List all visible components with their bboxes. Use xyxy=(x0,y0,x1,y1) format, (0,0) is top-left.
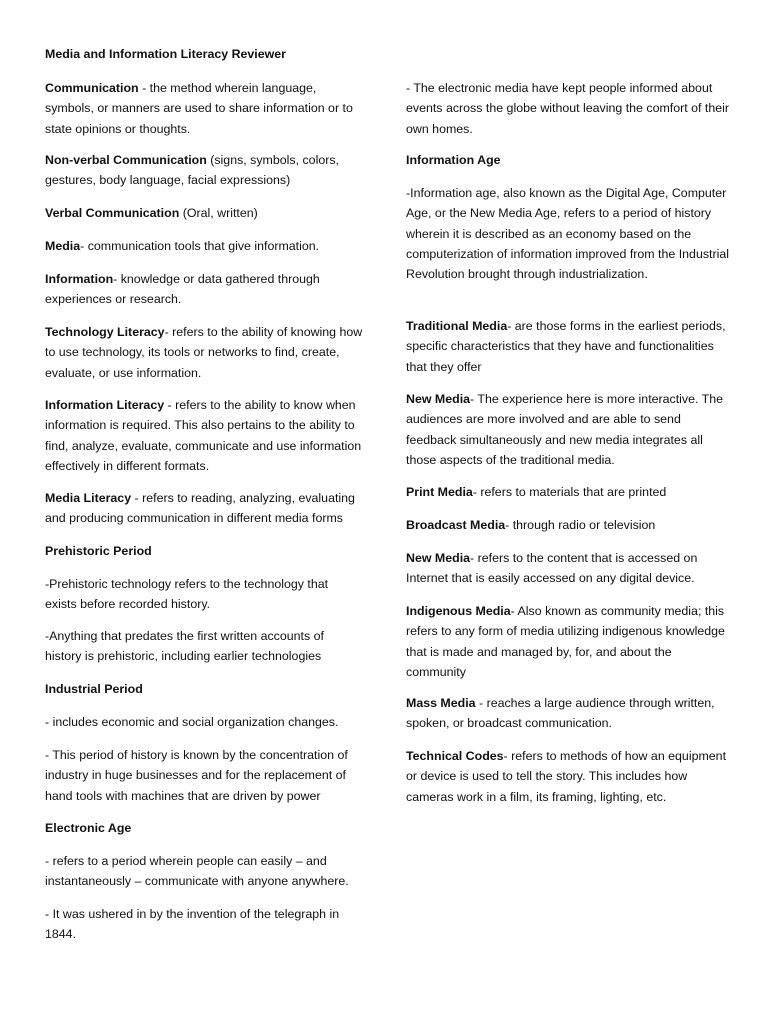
paragraph-communication xyxy=(45,78,363,139)
term: Information Age xyxy=(406,153,501,167)
definition: -Prehistoric technology refers to the technology that exists before recorded history. xyxy=(45,577,329,612)
term: Mass Media xyxy=(406,696,476,710)
paragraph-new-media-1 xyxy=(406,389,731,470)
definition: - communication tools that give information. xyxy=(80,239,320,253)
definition: - through radio or television xyxy=(505,518,656,532)
term: Traditional Media xyxy=(406,319,508,333)
term: Verbal Communication xyxy=(45,206,180,220)
term: Prehistoric Period xyxy=(45,544,152,558)
paragraph-information-literacy xyxy=(45,395,363,476)
heading-electronic-age xyxy=(45,818,131,838)
definition: -Information age, also known as the Digital Age, Computer Age, or the New Media Age, refers to a period of history wherein it is described as an economy based on the computerization of information improved from the Industrial Revolution brought through industrialization. xyxy=(406,186,729,282)
definition: - includes economic and social organization changes. xyxy=(45,715,339,729)
definition: - The experience here is more interactive. The audiences are more involved and are able to send feedback simultaneously and new media integrates all those aspects of the traditional media. xyxy=(406,392,724,467)
term: Media xyxy=(45,239,81,253)
definition: - This period of history is known by the concentration of industry in huge businesses and for the replacement of hand tools with machines that are driven by power xyxy=(45,748,348,803)
paragraph-indigenous-media xyxy=(406,601,731,682)
definition: - It was ushered in by the invention of the telegraph in 1844. xyxy=(45,907,340,942)
heading-prehistoric-period xyxy=(45,541,152,561)
paragraph-electronic-1 xyxy=(45,851,363,892)
definition: - are those forms in the earliest periods, specific characteristics that they have and functionalities that they offer xyxy=(406,319,726,374)
paragraph-prehistoric-2 xyxy=(45,626,363,667)
definition: - refers to a period wherein people can easily – and instantaneously – communicate with anyone anywhere. xyxy=(45,854,349,889)
definition: - Also known as community media; this refers to any form of media utilizing indigenous knowledge that is made and managed by, for, and about the community xyxy=(406,604,725,679)
definition: - refers to methods of how an equipment or device is used to tell the story. This includes how cameras work in a film, its framing, lighting, etc. xyxy=(406,749,727,804)
paragraph-information xyxy=(45,269,363,310)
definition: - refers to the ability to know when information is required. This also pertains to the ability to find, analyze, evaluate, communicate and use information effectively in different formats. xyxy=(45,398,362,473)
paragraph-technical-codes xyxy=(406,746,731,807)
definition: -Anything that predates the first written accounts of history is prehistoric, including earlier technologies xyxy=(45,629,324,664)
definition: (Oral, written) xyxy=(179,206,258,220)
term: New Media xyxy=(406,551,471,565)
definition: - The electronic media have kept people informed about events across the globe without leaving the comfort of their own homes. xyxy=(406,81,730,136)
paragraph-industrial-1 xyxy=(45,712,338,732)
paragraph-print-media xyxy=(406,482,666,502)
definition: - refers to materials that are printed xyxy=(472,485,667,499)
paragraph-media-literacy xyxy=(45,488,363,529)
term: Indigenous Media xyxy=(406,604,511,618)
term: Electronic Age xyxy=(45,821,132,835)
paragraph-prehistoric-1 xyxy=(45,574,363,615)
definition: - reaches a large audience through written, spoken, or broadcast communication. xyxy=(406,696,715,731)
paragraph-media xyxy=(45,236,319,256)
paragraph-new-media-2 xyxy=(406,548,731,589)
definition: - the method wherein language, symbols, or manners are used to share information or to state opinions or thoughts. xyxy=(45,81,353,136)
paragraph-technology-literacy xyxy=(45,322,363,383)
term: Communication xyxy=(45,81,139,95)
paragraph-broadcast-media xyxy=(406,515,655,535)
heading-information-age xyxy=(406,150,501,170)
term: Information Literacy xyxy=(45,398,165,412)
heading-industrial-period xyxy=(45,679,143,699)
term: Technology Literacy xyxy=(45,325,165,339)
definition: - refers to reading, analyzing, evaluating and producing communication in different media forms xyxy=(45,491,355,526)
term: Broadcast Media xyxy=(406,518,506,532)
term: Technical Codes xyxy=(406,749,504,763)
definition: - knowledge or data gathered through experiences or research. xyxy=(45,272,320,307)
definition: - refers to the ability of knowing how to use technology, its tools or networks to find, create, evaluate, or use information. xyxy=(45,325,363,380)
definition: - refers to the content that is accessed on Internet that is easily accessed on any digital device. xyxy=(406,551,698,586)
paragraph-verbal xyxy=(45,203,258,223)
paragraph-industrial-2 xyxy=(45,745,363,806)
term: Print Media xyxy=(406,485,473,499)
paragraph-information-age xyxy=(406,183,731,284)
term: Media Literacy xyxy=(45,491,132,505)
paragraph-mass-media xyxy=(406,693,731,734)
paragraph-traditional-media xyxy=(406,316,731,377)
paragraph-electronic-2 xyxy=(45,904,363,945)
term: Non-verbal Communication xyxy=(45,153,207,167)
page-title: Media and Information Literacy Reviewer xyxy=(45,47,286,61)
paragraph-non-verbal xyxy=(45,150,363,191)
term: Information xyxy=(45,272,114,286)
term: New Media xyxy=(406,392,471,406)
definition: (signs, symbols, colors, gestures, body language, facial expressions) xyxy=(45,153,339,188)
paragraph-electronic-3 xyxy=(406,78,731,139)
term: Industrial Period xyxy=(45,682,143,696)
